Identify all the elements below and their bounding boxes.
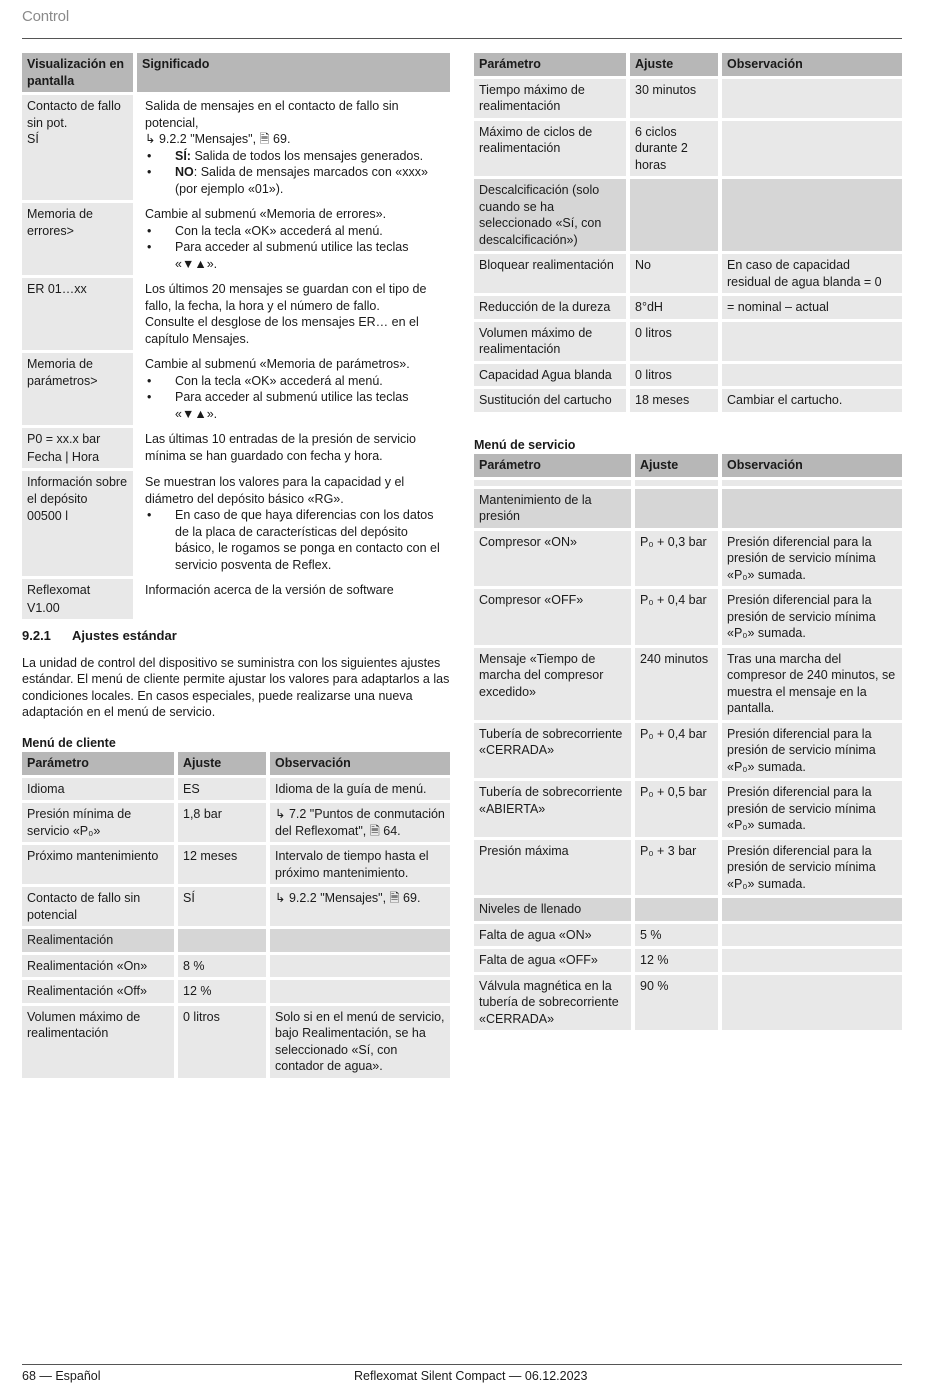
service-menu-parameter-cell: Tubería de sobrecorriente «ABIERTA» [474,781,631,837]
display-cell [22,95,133,200]
meaning-cell [133,278,450,350]
display-cell [22,428,133,468]
service-menu-parameter-cell: Falta de agua «ON» [474,924,631,947]
meaning-cell [133,471,450,576]
display-table-row [22,203,450,275]
refill-settings-setting-cell: No [626,254,718,293]
meaning-bullet [145,148,445,165]
service-menu-observation-cell: Presión diferencial para la presión de servicio mínima «P₀» sumada. [718,531,902,587]
display-meaning-table [22,50,450,622]
service-menu-body [474,480,902,1031]
meaning-text: Cambie al submenú «Memoria de errores». [145,207,387,221]
refill-settings-setting-cell: 8°dH [626,296,718,319]
client-menu-parameter-cell: Realimentación [22,929,174,952]
client-menu-row [22,1006,450,1078]
service-menu-row [474,781,902,837]
service-menu-observation-cell [718,975,902,1031]
meaning-bullet [145,164,445,197]
refill-settings-row [474,254,902,293]
client-menu-observation-cell: ↳ 9.2.2 "Mensajes", 🗎 69. [266,887,450,926]
refill-settings-row [474,79,902,118]
meaning-cell [133,95,450,200]
service-menu-row [474,840,902,896]
client-menu-parameter-cell: Realimentación «On» [22,955,174,978]
bullet-text: Salida de todos los mensajes generados. [190,148,424,163]
display-table-row [22,278,450,350]
section-number: 9.2.1 [22,628,51,643]
client-menu-setting-cell: ES [174,778,266,801]
display-text: Reflexomat [27,583,91,597]
bullet-text: Con la tecla «OK» accederá al menú. [175,373,383,388]
display-text: ER 01…xx [27,282,87,296]
refill-settings-parameter-cell: Capacidad Agua blanda [474,364,626,387]
meaning-text: Se muestran los valores para la capacidad y el diámetro del depósito básico «RG». [145,475,405,506]
meaning-cell [133,579,450,619]
service-menu-observation-cell [718,898,902,921]
service-menu-setting-cell: P₀ + 0,4 bar [631,589,718,645]
service-menu-setting-cell [631,489,718,528]
service-menu-setting-cell: 5 % [631,924,718,947]
client-menu-row [22,929,450,952]
refill-settings-body [474,79,902,412]
service-menu-setting-cell: P₀ + 0,5 bar [631,781,718,837]
client-menu-table [22,749,450,1081]
display-table-row [22,428,450,468]
service-menu-observation-cell [718,949,902,972]
service-menu-row [474,489,902,528]
meaning-bullets [145,507,445,573]
service-menu-header-parameter: Parámetro [474,454,631,477]
refill-settings-observation-cell [718,322,902,361]
meaning-bullet [145,239,445,272]
service-menu-parameter-cell: Niveles de llenado [474,898,631,921]
service-menu-setting-cell: 90 % [631,975,718,1031]
client-menu-row [22,887,450,926]
client-menu-setting-cell: 12 % [174,980,266,1003]
refill-settings-header-row [474,53,902,76]
refill-settings-parameter-cell: Tiempo máximo de realimentación [474,79,626,118]
meaning-text: Salida de mensajes en el contacto de fallo sin potencial, [145,99,399,130]
client-menu-header-row [22,752,450,775]
bullet-keyword: SÍ: [175,148,191,163]
meaning-bullets [145,373,445,423]
meaning-bullets [145,148,445,198]
display-text: Memoria de parámetros> [27,357,98,388]
footer-divider [22,1364,902,1365]
meaning-cell [133,428,450,468]
service-menu-parameter-cell: Válvula magnética en la tubería de sobrecorriente «CERRADA» [474,975,631,1031]
right-column [474,50,902,1033]
service-menu-setting-cell: P₀ + 0,4 bar [631,723,718,779]
meaning-bullet [145,507,445,573]
client-menu-parameter-cell: Presión mínima de servicio «P₀» [22,803,174,842]
refill-settings-setting-cell: 18 meses [626,389,718,412]
bullet-keyword: NO [175,165,194,179]
client-menu-setting-cell: SÍ [174,887,266,926]
refill-settings-header-parameter: Parámetro [474,53,626,76]
meaning-text: Las últimas 10 entradas de la presión de servicio mínima se han guardado con fecha y hora. [145,432,416,463]
service-menu-observation-cell: Presión diferencial para la presión de servicio mínima «P₀» sumada. [718,589,902,645]
display-text: V1.00 [27,600,60,615]
refill-settings-observation-cell: Cambiar el cartucho. [718,389,902,412]
client-menu-body [22,778,450,1078]
client-menu-observation-cell [266,929,450,952]
display-text: Fecha | Hora [27,449,100,464]
service-menu-parameter-cell: Presión máxima [474,840,631,896]
service-menu-setting-cell [631,898,718,921]
display-table-header-row [22,53,450,92]
display-cell [22,353,133,425]
refill-settings-setting-cell: 6 ciclos durante 2 horas [626,121,718,177]
meaning-text: Información acerca de la versión de software [145,583,394,597]
client-menu-setting-cell: 8 % [174,955,266,978]
bullet-text: Con la tecla «OK» accederá al menú. [175,223,383,238]
client-menu-observation-cell: Intervalo de tiempo hasta el próximo mantenimiento. [266,845,450,884]
service-menu-parameter-cell: Compresor «OFF» [474,589,631,645]
meaning-text: Cambie al submenú «Memoria de parámetros». [145,357,410,371]
display-cell [22,471,133,576]
bullet-text: : Salida de mensajes marcados con «xxx» (por ejemplo «01»). [175,165,428,196]
bullet-text: Para acceder al submenú utilice las teclas «▼▲». [175,390,409,421]
client-menu-header-observation: Observación [266,752,450,775]
footer-document-title: Reflexomat Silent Compact — 06.12.2023 [354,1369,588,1383]
display-text: P0 = xx.x bar [27,432,101,446]
display-text: Contacto de fallo sin pot. [27,99,121,130]
service-menu-row [474,648,902,720]
service-menu-observation-cell [718,924,902,947]
refill-settings-parameter-cell: Volumen máximo de realimentación [474,322,626,361]
client-menu-header-setting: Ajuste [174,752,266,775]
refill-settings-parameter-cell: Reducción de la dureza [474,296,626,319]
refill-settings-observation-cell [718,121,902,177]
service-menu-observation-cell [718,480,902,486]
service-menu-parameter-cell: Tubería de sobrecorriente «CERRADA» [474,723,631,779]
service-menu-setting-cell: 240 minutos [631,648,718,720]
display-text: SÍ [27,132,39,146]
refill-settings-parameter-cell: Descalcificación (solo cuando se ha seleccionado «Sí, con descalcificación») [474,179,626,251]
service-menu-row [474,898,902,921]
meaning-bullet [145,373,445,390]
refill-settings-row [474,179,902,251]
refill-settings-observation-cell: = nominal – actual [718,296,902,319]
display-table-row [22,471,450,576]
refill-settings-setting-cell: 0 litros [626,322,718,361]
display-table-body [22,95,450,619]
refill-settings-row [474,364,902,387]
refill-settings-observation-cell: En caso de capacidad residual de agua blanda = 0 [718,254,902,293]
display-table-row [22,579,450,619]
service-menu-header-observation: Observación [718,454,902,477]
refill-settings-row [474,296,902,319]
footer-page-number: 68 — Español [22,1369,101,1383]
display-text: 00500 l [27,509,69,523]
client-menu-observation-cell: Solo si en el menú de servicio, bajo Realimentación, se ha seleccionado «Sí, con contador de agua». [266,1006,450,1078]
service-menu-title: Menú de servicio [474,437,576,452]
display-text: Información sobre el depósito [27,475,128,506]
service-menu-row [474,975,902,1031]
refill-settings-observation-cell [718,79,902,118]
display-cell [22,203,133,275]
service-menu-parameter-cell: Mantenimiento de la presión [474,489,631,528]
refill-settings-setting-cell [626,179,718,251]
bullet-text: Para acceder al submenú utilice las teclas «▼▲». [175,240,409,271]
refill-settings-header-setting: Ajuste [626,53,718,76]
client-menu-row [22,955,450,978]
meaning-text: Consulte el desglose de los mensajes ER… en el capítulo Mensajes. [145,315,419,346]
section-title: Ajustes estándar [72,628,177,643]
refill-settings-setting-cell: 30 minutos [626,79,718,118]
meaning-cell [133,203,450,275]
client-menu-setting-cell: 1,8 bar [174,803,266,842]
client-menu-parameter-cell: Contacto de fallo sin potencial [22,887,174,926]
client-menu-row [22,980,450,1003]
service-menu-parameter-cell: Falta de agua «OFF» [474,949,631,972]
refill-settings-table [474,50,902,415]
service-menu-row [474,531,902,587]
refill-settings-setting-cell: 0 litros [626,364,718,387]
service-menu-row [474,480,902,486]
client-menu-observation-cell [266,955,450,978]
client-menu-observation-cell: Idioma de la guía de menú. [266,778,450,801]
display-cell [22,579,133,619]
client-menu-row [22,845,450,884]
service-menu-setting-cell: 12 % [631,949,718,972]
meaning-cell [133,353,450,425]
refill-settings-row [474,322,902,361]
client-menu-parameter-cell: Realimentación «Off» [22,980,174,1003]
display-text: Memoria de errores> [27,207,93,238]
refill-settings-parameter-cell: Bloquear realimentación [474,254,626,293]
header-divider [22,38,902,39]
meaning-bullets [145,223,445,273]
display-table-header-meaning: Significado [133,53,450,92]
refill-settings-header-observation: Observación [718,53,902,76]
display-table-row [22,353,450,425]
meaning-text: ↳ 9.2.2 "Mensajes", 🗎 69. [145,132,291,146]
client-menu-header-parameter: Parámetro [22,752,174,775]
client-menu-row [22,803,450,842]
service-menu-setting-cell: P₀ + 3 bar [631,840,718,896]
meaning-text: Los últimos 20 mensajes se guardan con el tipo de fallo, la fecha, la hora y el número de fallo. [145,282,427,313]
service-menu-observation-cell [718,489,902,528]
page-header-title: Control [22,8,69,25]
display-table-row [22,95,450,200]
service-menu-setting-cell: P₀ + 0,3 bar [631,531,718,587]
service-menu-row [474,949,902,972]
service-menu-table [474,451,902,1033]
client-menu-observation-cell: ↳ 7.2 "Puntos de conmutación del Reflexomat", 🗎 64. [266,803,450,842]
service-menu-header-row [474,454,902,477]
service-menu-parameter-cell: Compresor «ON» [474,531,631,587]
meaning-bullet [145,223,445,240]
client-menu-title: Menú de cliente [22,735,116,750]
service-menu-setting-cell [631,480,718,486]
service-menu-header-setting: Ajuste [631,454,718,477]
refill-settings-observation-cell [718,179,902,251]
section-heading [22,628,450,645]
service-menu-row [474,924,902,947]
service-menu-observation-cell: Presión diferencial para la presión de servicio mínima «P₀» sumada. [718,723,902,779]
display-cell [22,278,133,350]
refill-settings-row [474,389,902,412]
refill-settings-parameter-cell: Máximo de ciclos de realimentación [474,121,626,177]
client-menu-row [22,778,450,801]
client-menu-setting-cell: 0 litros [174,1006,266,1078]
service-menu-observation-cell: Presión diferencial para la presión de servicio mínima «P₀» sumada. [718,781,902,837]
client-menu-setting-cell [174,929,266,952]
service-menu-parameter-cell: Mensaje «Tiempo de marcha del compresor excedido» [474,648,631,720]
refill-settings-observation-cell [718,364,902,387]
service-menu-observation-cell: Tras una marcha del compresor de 240 minutos, se muestra el mensaje en la pantalla. [718,648,902,720]
client-menu-parameter-cell: Idioma [22,778,174,801]
refill-settings-parameter-cell: Sustitución del cartucho [474,389,626,412]
service-menu-row [474,723,902,779]
service-menu-observation-cell: Presión diferencial para la presión de servicio mínima «P₀» sumada. [718,840,902,896]
display-table-header-display: Visualización en pantalla [22,53,133,92]
section-paragraph: La unidad de control del dispositivo se suministra con los siguientes ajustes estándar. El menú de cliente permite ajustar los valores para adaptarlos a las condiciones locales. En casos especiales, puede realizarse una nueva adaptación en el menú de servicio. [22,655,450,719]
left-column [22,50,450,1081]
client-menu-parameter-cell: Volumen máximo de realimentación [22,1006,174,1078]
client-menu-parameter-cell: Próximo mantenimiento [22,845,174,884]
client-menu-observation-cell [266,980,450,1003]
service-menu-row [474,589,902,645]
meaning-bullet [145,389,445,422]
refill-settings-row [474,121,902,177]
bullet-text: En caso de que haya diferencias con los datos de la placa de características del depósito básico, le rogamos se ponga en contacto con el servicio posventa de Reflex. [175,508,440,572]
client-menu-setting-cell: 12 meses [174,845,266,884]
service-menu-parameter-cell [474,480,631,486]
